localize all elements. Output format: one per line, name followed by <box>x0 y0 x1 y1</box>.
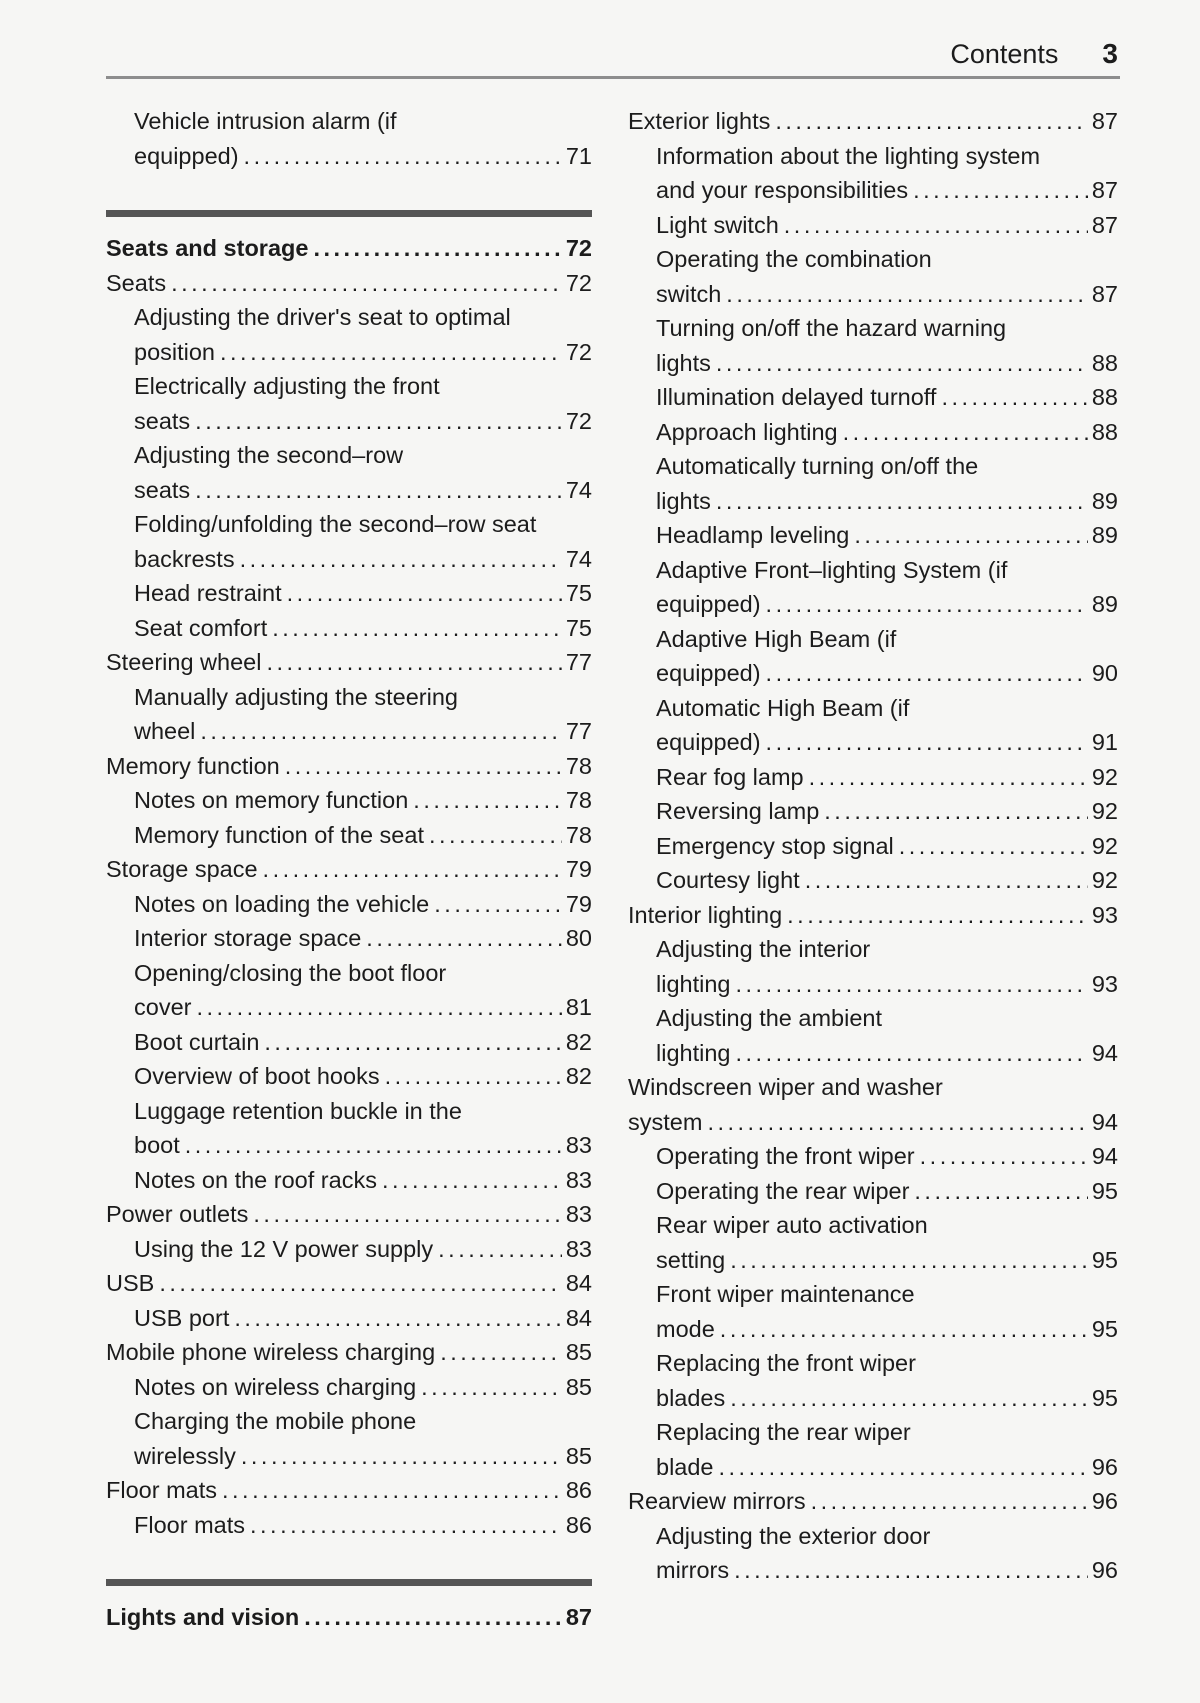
dot-leader <box>171 266 562 301</box>
toc-entry-page-number: 71 <box>565 142 592 169</box>
toc-entry-label: lighting <box>656 1039 731 1066</box>
toc-entry-page-number: 90 <box>1091 660 1118 686</box>
toc-entry <box>628 1312 1118 1347</box>
toc-entry <box>106 404 592 439</box>
dot-leader <box>784 208 1088 243</box>
dot-leader <box>735 1036 1087 1071</box>
toc-entry-page-number: 80 <box>565 925 592 951</box>
toc-entry <box>628 1208 1118 1243</box>
toc-entry-page-number: 93 <box>1091 901 1118 928</box>
toc-entry <box>628 622 1118 657</box>
dot-leader <box>366 921 562 956</box>
dot-leader <box>200 714 561 749</box>
dot-leader <box>272 611 562 646</box>
toc-entry <box>106 1094 592 1129</box>
dot-leader <box>854 518 1088 553</box>
toc-entry-page-number: 92 <box>1091 763 1118 790</box>
toc-entry <box>106 1059 592 1094</box>
toc-entry-page-number: 87 <box>1091 280 1118 307</box>
toc-entry <box>628 380 1118 415</box>
dot-leader <box>941 380 1087 415</box>
toc-entry <box>628 1277 1118 1312</box>
toc-entry-label: Electrically adjusting the front <box>134 373 440 399</box>
dot-leader <box>899 829 1088 864</box>
toc-entry <box>106 1128 592 1163</box>
toc-entry <box>106 1197 592 1232</box>
toc-entry-label: Adjusting the exterior door <box>656 1522 931 1549</box>
toc-entry-page-number: 84 <box>565 1270 592 1296</box>
toc-entry <box>628 1243 1118 1278</box>
toc-entry <box>628 173 1118 208</box>
toc-entry-label: setting <box>656 1246 726 1273</box>
dot-leader <box>421 1370 562 1405</box>
toc-entry-label: Seats <box>106 269 167 296</box>
toc-entry-label: USB port <box>134 1304 230 1331</box>
toc-entry-page-number: 79 <box>565 890 592 917</box>
toc-entry-label: Operating the combination <box>656 246 932 272</box>
toc-entry-label: Approach lighting <box>656 418 838 445</box>
toc-entry-page-number: 89 <box>1091 522 1118 548</box>
toc-entry-label: Replacing the rear wiper <box>656 1419 911 1445</box>
toc-entry-page-number: 83 <box>565 1235 592 1262</box>
toc-entry-page-number: 78 <box>565 821 592 848</box>
dot-leader <box>159 1266 562 1301</box>
toc-entry <box>106 921 592 956</box>
toc-entry-page-number: 74 <box>565 545 592 572</box>
toc-entry-label: Windscreen wiper and washer <box>628 1074 943 1100</box>
toc-entry-label: lights <box>656 349 711 376</box>
toc-entry-label: blade <box>656 1453 714 1480</box>
toc-entry <box>628 656 1118 691</box>
toc-entry <box>628 1001 1118 1036</box>
toc-entry-label: Rear fog lamp <box>656 763 804 790</box>
toc-entry <box>628 449 1118 484</box>
dot-leader <box>385 1059 562 1094</box>
toc-entry-label: system <box>628 1108 703 1135</box>
toc-entry-label: seats <box>134 476 191 503</box>
toc-entry-page-number: 83 <box>565 1201 592 1227</box>
toc-entry-page-number: 83 <box>565 1132 592 1158</box>
toc-entry <box>106 335 592 370</box>
toc-entry-label: backrests <box>134 545 235 572</box>
toc-entry-label: seats <box>134 407 191 434</box>
toc-entry-label: Manually adjusting the steering <box>134 683 458 710</box>
toc-entry <box>628 311 1118 346</box>
toc-entry <box>628 967 1118 1002</box>
toc-entry-label: Reversing lamp <box>656 798 820 824</box>
toc-entry <box>106 542 592 577</box>
toc-entry-label: cover <box>134 994 192 1020</box>
toc-entry-page-number: 96 <box>1091 1488 1118 1514</box>
dot-leader <box>266 645 561 680</box>
dot-leader <box>809 760 1088 795</box>
toc-entry-page-number: 87 <box>1091 108 1118 134</box>
toc-entry-page-number: 78 <box>565 787 592 813</box>
toc-entry-label: Memory function of the seat <box>134 821 424 848</box>
toc-entry <box>106 645 592 680</box>
toc-entry-label: Floor mats <box>106 1477 217 1503</box>
toc-entry-label: Adjusting the ambient <box>656 1005 883 1031</box>
toc-entry <box>106 507 592 542</box>
toc-entry <box>106 680 592 715</box>
dot-leader <box>440 1335 562 1370</box>
toc-entry <box>106 104 592 139</box>
toc-entry-label: Rearview mirrors <box>628 1488 806 1514</box>
toc-entry-page-number: 84 <box>565 1304 592 1331</box>
dot-leader <box>766 725 1088 760</box>
toc-entry <box>628 139 1118 174</box>
dot-leader <box>285 749 562 784</box>
toc-entry <box>106 611 592 646</box>
toc-entry <box>628 794 1118 829</box>
toc-entry <box>628 863 1118 898</box>
toc-entry-label: and your responsibilities <box>656 177 909 203</box>
toc-entry <box>628 346 1118 381</box>
page-title: Contents <box>950 39 1059 69</box>
toc-entry <box>628 898 1118 933</box>
dot-leader <box>766 587 1088 622</box>
page-number: 3 <box>1102 38 1118 69</box>
toc-entry-label: Luggage retention buckle in the <box>134 1097 462 1124</box>
dot-leader <box>304 1600 562 1635</box>
toc-entry-page-number: 82 <box>565 1028 592 1055</box>
toc-entry <box>106 1163 592 1198</box>
toc-entry <box>106 990 592 1025</box>
toc-entry <box>106 369 592 404</box>
dot-leader <box>720 1312 1088 1347</box>
toc-entry <box>106 749 592 784</box>
toc-entry-label: Light switch <box>656 211 779 238</box>
dot-leader <box>185 1128 562 1163</box>
toc-entry-page-number: 94 <box>1091 1108 1118 1135</box>
toc-entry-page-number: 86 <box>565 1477 592 1503</box>
toc-entry-label: Adjusting the second–row <box>134 442 404 468</box>
toc-entry <box>628 242 1118 277</box>
toc-entry <box>628 553 1118 588</box>
toc-entry-page-number: 79 <box>565 856 592 882</box>
toc-entry-label: Folding/unfolding the second–row seat <box>134 511 537 537</box>
dot-leader <box>240 542 562 577</box>
toc-entry-label: Steering wheel <box>106 649 262 675</box>
dot-leader <box>843 415 1088 450</box>
dot-leader <box>775 104 1088 139</box>
toc-entry-label: lights <box>656 487 711 514</box>
toc-entry-page-number: 72 <box>565 338 592 365</box>
dot-leader <box>735 967 1087 1002</box>
dot-leader <box>195 473 562 508</box>
toc-entry-page-number: 72 <box>565 269 592 296</box>
dot-leader <box>429 818 562 853</box>
toc-entry-label: Notes on the roof racks <box>134 1166 377 1193</box>
toc-entry <box>106 1335 592 1370</box>
dot-leader <box>730 1243 1088 1278</box>
toc-entry <box>628 1346 1118 1381</box>
toc-entry-label: Information about the lighting system <box>656 142 1041 169</box>
toc-entry <box>106 714 592 749</box>
toc-entry-page-number: 85 <box>565 1442 592 1469</box>
toc-entry-page-number: 92 <box>1091 798 1118 824</box>
dot-leader <box>766 656 1088 691</box>
dot-leader <box>241 1439 562 1474</box>
toc-entry-label: Automatic High Beam (if <box>656 694 910 721</box>
toc-entry <box>106 852 592 887</box>
toc-entry-label: Opening/closing the boot floor <box>134 959 447 986</box>
toc-entry <box>628 415 1118 450</box>
toc-entry <box>628 1174 1118 1209</box>
toc-entry-label: Emergency stop signal <box>656 832 894 859</box>
dot-leader <box>787 898 1088 933</box>
toc-entry-label: Boot curtain <box>134 1028 260 1055</box>
toc-entry-label: Power outlets <box>106 1201 249 1227</box>
toc-entry-label: equipped) <box>656 729 761 755</box>
toc-entry <box>106 438 592 473</box>
toc-entry-label: Storage space <box>106 856 258 882</box>
dot-leader <box>250 1508 562 1543</box>
toc-columns <box>106 104 1118 1635</box>
toc-entry-page-number: 75 <box>565 614 592 641</box>
header-rule <box>106 76 1120 79</box>
toc-entry <box>106 473 592 508</box>
dot-leader <box>824 794 1088 829</box>
toc-entry-page-number: 92 <box>1091 832 1118 859</box>
dot-leader <box>413 783 562 818</box>
toc-entry-label: mirrors <box>656 1557 730 1583</box>
dot-leader <box>263 852 562 887</box>
toc-section-entry <box>106 231 592 266</box>
toc-entry-page-number: 93 <box>1091 970 1118 997</box>
toc-entry-label: Adaptive High Beam (if <box>656 625 897 652</box>
toc-entry <box>106 818 592 853</box>
toc-entry-label: equipped) <box>656 660 761 686</box>
toc-entry-label: Illumination delayed turnoff <box>656 384 937 410</box>
toc-entry-page-number: 77 <box>565 649 592 675</box>
toc-entry-label: Operating the rear wiper <box>656 1177 910 1204</box>
toc-entry-label: Rear wiper auto activation <box>656 1212 928 1238</box>
toc-entry-page-number: 89 <box>1091 487 1118 514</box>
toc-entry-page-number: 94 <box>1091 1039 1118 1066</box>
toc-entry <box>106 1232 592 1267</box>
toc-entry-label: equipped) <box>134 142 239 169</box>
toc-entry-page-number: 72 <box>565 407 592 434</box>
toc-entry-page-number: 85 <box>565 1373 592 1400</box>
toc-entry-label: Turning on/off the hazard warning <box>656 315 1007 341</box>
dot-leader <box>313 231 561 266</box>
toc-entry-page-number: 91 <box>1091 729 1118 755</box>
toc-entry-page-number: 86 <box>565 1511 592 1538</box>
dot-leader <box>382 1163 562 1198</box>
toc-entry-label: blades <box>656 1384 726 1411</box>
toc-entry-label: Operating the front wiper <box>656 1143 915 1169</box>
toc-entry <box>106 1266 592 1301</box>
dot-leader <box>734 1553 1088 1588</box>
toc-entry-page-number: 87 <box>565 1604 592 1630</box>
toc-entry-label: Overview of boot hooks <box>134 1063 380 1089</box>
toc-entry-label: Using the 12 V power supply <box>134 1235 434 1262</box>
toc-entry-page-number: 85 <box>565 1339 592 1365</box>
toc-entry-label: Head restraint <box>134 580 282 606</box>
toc-entry-label: Adjusting the driver's seat to optimal <box>134 304 511 330</box>
dot-leader <box>726 277 1088 312</box>
dot-leader <box>220 335 562 370</box>
toc-entry <box>106 1508 592 1543</box>
toc-entry <box>628 1415 1118 1450</box>
toc-entry-page-number: 74 <box>565 476 592 503</box>
dot-leader <box>913 173 1088 208</box>
dot-leader <box>196 990 561 1025</box>
dot-leader <box>914 1174 1087 1209</box>
toc-entry-label: Floor mats <box>134 1511 245 1538</box>
toc-entry <box>628 760 1118 795</box>
toc-entry <box>106 139 592 174</box>
toc-entry-page-number: 95 <box>1091 1315 1118 1342</box>
toc-entry-label: Mobile phone wireless charging <box>106 1339 436 1365</box>
dot-leader <box>234 1301 562 1336</box>
toc-entry <box>628 1519 1118 1554</box>
toc-entry <box>106 1025 592 1060</box>
dot-leader <box>222 1473 562 1508</box>
dot-leader <box>805 863 1088 898</box>
toc-entry-label: switch <box>656 280 722 307</box>
dot-leader <box>811 1484 1088 1519</box>
toc-entry <box>628 587 1118 622</box>
toc-entry-label: Interior storage space <box>134 925 362 951</box>
dot-leader <box>730 1381 1088 1416</box>
dot-leader <box>434 887 562 922</box>
toc-entry-label: Interior lighting <box>628 901 783 928</box>
toc-entry-label: equipped) <box>656 591 761 617</box>
toc-entry <box>628 518 1118 553</box>
toc-entry-label: boot <box>134 1132 180 1158</box>
toc-entry-label: wirelessly <box>134 1442 236 1469</box>
dot-leader <box>244 139 562 174</box>
toc-right-column <box>628 104 1118 1635</box>
toc-entry-label: Adjusting the interior <box>656 936 871 962</box>
toc-entry-page-number: 95 <box>1091 1384 1118 1411</box>
toc-entry <box>628 1450 1118 1485</box>
toc-entry <box>106 1439 592 1474</box>
toc-entry <box>628 277 1118 312</box>
toc-entry <box>628 1381 1118 1416</box>
toc-entry <box>106 1404 592 1439</box>
toc-entry-label: Notes on memory function <box>134 787 409 813</box>
toc-entry-page-number: 87 <box>1091 211 1118 238</box>
toc-entry-label: Vehicle intrusion alarm (if <box>134 108 397 134</box>
toc-entry <box>628 725 1118 760</box>
toc-entry-label: Seat comfort <box>134 614 268 641</box>
toc-entry <box>628 932 1118 967</box>
toc-entry-page-number: 94 <box>1091 1143 1118 1169</box>
toc-entry-page-number: 78 <box>565 752 592 779</box>
toc-entry-page-number: 72 <box>565 235 592 261</box>
toc-left-column <box>106 104 592 1635</box>
toc-entry <box>106 1473 592 1508</box>
toc-entry-label: mode <box>656 1315 715 1342</box>
toc-entry-label: Courtesy light <box>656 867 800 893</box>
toc-entry-label: Adaptive Front–lighting System (if <box>656 556 1008 583</box>
toc-entry-page-number: 96 <box>1091 1453 1118 1480</box>
toc-entry-label: Memory function <box>106 752 280 779</box>
toc-entry-label: Exterior lights <box>628 108 771 134</box>
toc-entry-page-number: 95 <box>1091 1246 1118 1273</box>
dot-leader <box>707 1105 1087 1140</box>
toc-entry-page-number: 96 <box>1091 1557 1118 1583</box>
dot-leader <box>716 484 1088 519</box>
toc-entry-page-number: 88 <box>1091 384 1118 410</box>
toc-entry <box>628 691 1118 726</box>
toc-entry-label: wheel <box>134 718 196 744</box>
toc-entry <box>628 1553 1118 1588</box>
dot-leader <box>920 1139 1088 1174</box>
toc-entry <box>106 1301 592 1336</box>
toc-entry <box>106 300 592 335</box>
toc-entry-page-number: 95 <box>1091 1177 1118 1204</box>
toc-entry-label: Notes on loading the vehicle <box>134 890 430 917</box>
toc-entry <box>106 1370 592 1405</box>
toc-entry-page-number: 81 <box>565 994 592 1020</box>
dot-leader <box>264 1025 561 1060</box>
toc-entry-label: lighting <box>656 970 731 997</box>
dot-leader <box>438 1232 562 1267</box>
toc-entry <box>628 484 1118 519</box>
page-header <box>106 38 1118 70</box>
dot-leader <box>253 1197 561 1232</box>
toc-entry-label: USB <box>106 1270 155 1296</box>
section-divider-bar <box>106 210 592 217</box>
toc-entry-label: Seats and storage <box>106 235 309 261</box>
toc-entry-page-number: 87 <box>1091 177 1118 203</box>
toc-entry-label: position <box>134 338 215 365</box>
toc-entry-label: Front wiper maintenance <box>656 1281 915 1307</box>
toc-entry <box>106 887 592 922</box>
toc-entry <box>628 1105 1118 1140</box>
dot-leader <box>287 576 562 611</box>
toc-entry <box>106 783 592 818</box>
toc-section-entry <box>106 1600 592 1635</box>
section-divider-bar <box>106 1579 592 1586</box>
toc-entry-label: Charging the mobile phone <box>134 1408 417 1434</box>
toc-entry-label: Lights and vision <box>106 1604 300 1630</box>
toc-entry-page-number: 88 <box>1091 418 1118 445</box>
toc-entry <box>628 1484 1118 1519</box>
toc-entry-page-number: 82 <box>565 1063 592 1089</box>
toc-entry-page-number: 92 <box>1091 867 1118 893</box>
toc-entry-label: Replacing the front wiper <box>656 1350 916 1376</box>
toc-entry <box>106 956 592 991</box>
toc-entry <box>628 1036 1118 1071</box>
dot-leader <box>195 404 562 439</box>
toc-entry <box>628 829 1118 864</box>
dot-leader <box>716 346 1088 381</box>
toc-entry <box>628 208 1118 243</box>
toc-entry-page-number: 88 <box>1091 349 1118 376</box>
toc-entry-page-number: 75 <box>565 580 592 606</box>
dot-leader <box>719 1450 1088 1485</box>
toc-entry <box>106 576 592 611</box>
toc-entry-page-number: 89 <box>1091 591 1118 617</box>
toc-entry-page-number: 77 <box>565 718 592 744</box>
toc-entry-label: Headlamp leveling <box>656 522 850 548</box>
toc-entry <box>628 1139 1118 1174</box>
toc-entry-label: Notes on wireless charging <box>134 1373 417 1400</box>
toc-entry <box>106 266 592 301</box>
toc-entry <box>628 1070 1118 1105</box>
toc-entry <box>628 104 1118 139</box>
toc-entry-label: Automatically turning on/off the <box>656 453 979 479</box>
toc-entry-page-number: 83 <box>565 1166 592 1193</box>
